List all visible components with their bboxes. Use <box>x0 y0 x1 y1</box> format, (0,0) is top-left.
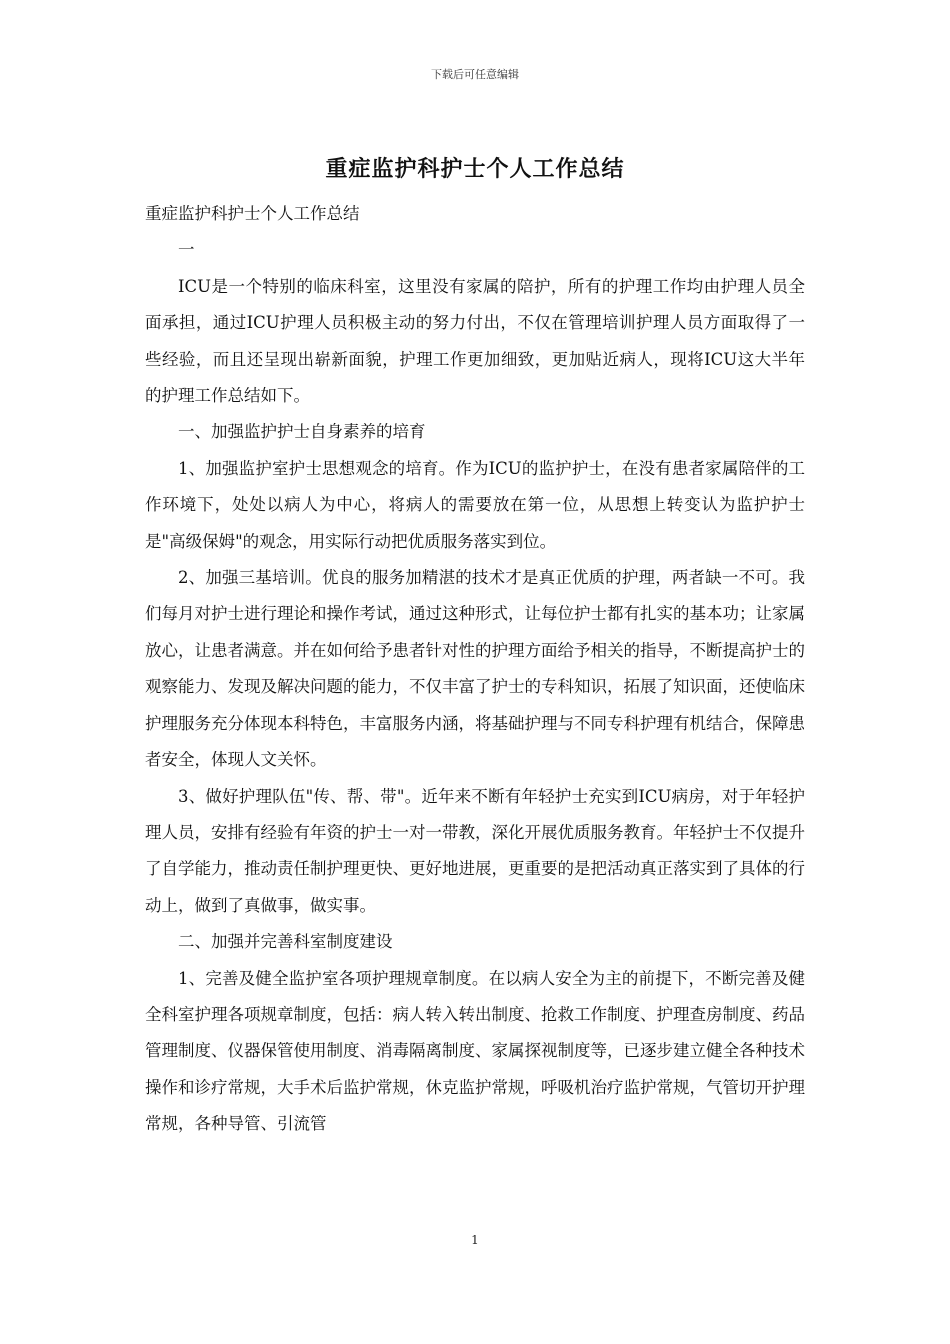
page-number: 1 <box>471 1233 479 1247</box>
page-header: 下载后可任意编辑 <box>431 68 519 81</box>
document-body <box>145 196 805 1143</box>
section-heading-2: 二、加强并完善科室制度建设 <box>178 932 393 952</box>
section-heading-1: 一、加强监护护士自身素养的培育 <box>178 422 426 442</box>
paragraph-1-1: 1、加强监护室护士思想观念的培育。作为ICU的监护护士，在没有患者家属陪伴的工作环境下，处处以病人为中心，将病人的需要放在第一位，从思想上转变认为监护护士是"高级保姆"的观念，用实际行动把优质服务落实到位。 <box>145 458 805 551</box>
document-subtitle: 重症监护科护士个人工作总结 <box>145 204 360 223</box>
paragraph-intro: ICU是一个特别的临床科室，这里没有家属的陪护，所有的护理工作均由护理人员全面承担，通过ICU护理人员积极主动的努力付出，不仅在管理培训护理人员方面取得了一些经验，而且还呈现出崭新面貌，护理工作更加细致，更加贴近病人，现将ICU这大半年的护理工作总结如下。 <box>145 276 805 406</box>
paragraph-2-1: 1、完善及健全监护室各项护理规章制度。在以病人安全为主的前提下，不断完善及健全科室护理各项规章制度，包括：病人转入转出制度、抢救工作制度、护理查房制度、药品管理制度、仪器保管使用制度、消毒隔离制度、家属探视制度等，已逐步建立健全各种技术操作和诊疗常规，大手术后监护常规，休克监护常规，呼吸机治疗监护常规，气管切开护理常规，各种导管、引流管 <box>145 968 805 1134</box>
section-marker: 一 <box>178 240 195 260</box>
paragraph-1-2: 2、加强三基培训。优良的服务加精湛的技术才是真正优质的护理，两者缺一不可。我们每月对护士进行理论和操作考试，通过这种形式，让每位护士都有扎实的基本功；让家属放心，让患者满意。并在如何给予患者针对性的护理方面给予相关的指导，不断提高护士的观察能力、发现及解决问题的能力，不仅丰富了护士的专科知识，拓展了知识面，还使临床护理服务充分体现本科特色，丰富服务内涵，将基础护理与不同专科护理有机结合，保障患者安全，体现人文关怀。 <box>145 568 805 770</box>
document-title: 重症监护科护士个人工作总结 <box>325 156 625 182</box>
paragraph-1-3: 3、做好护理队伍"传、帮、带"。近年来不断有年轻护士充实到ICU病房，对于年轻护理人员，安排有经验有年资的护士一对一带教，深化开展优质服务教育。年轻护士不仅提升了自学能力，推动责任制护理更快、更好地进展，更重要的是把活动真正落实到了具体的行动上，做到了真做事，做实事。 <box>145 786 805 915</box>
